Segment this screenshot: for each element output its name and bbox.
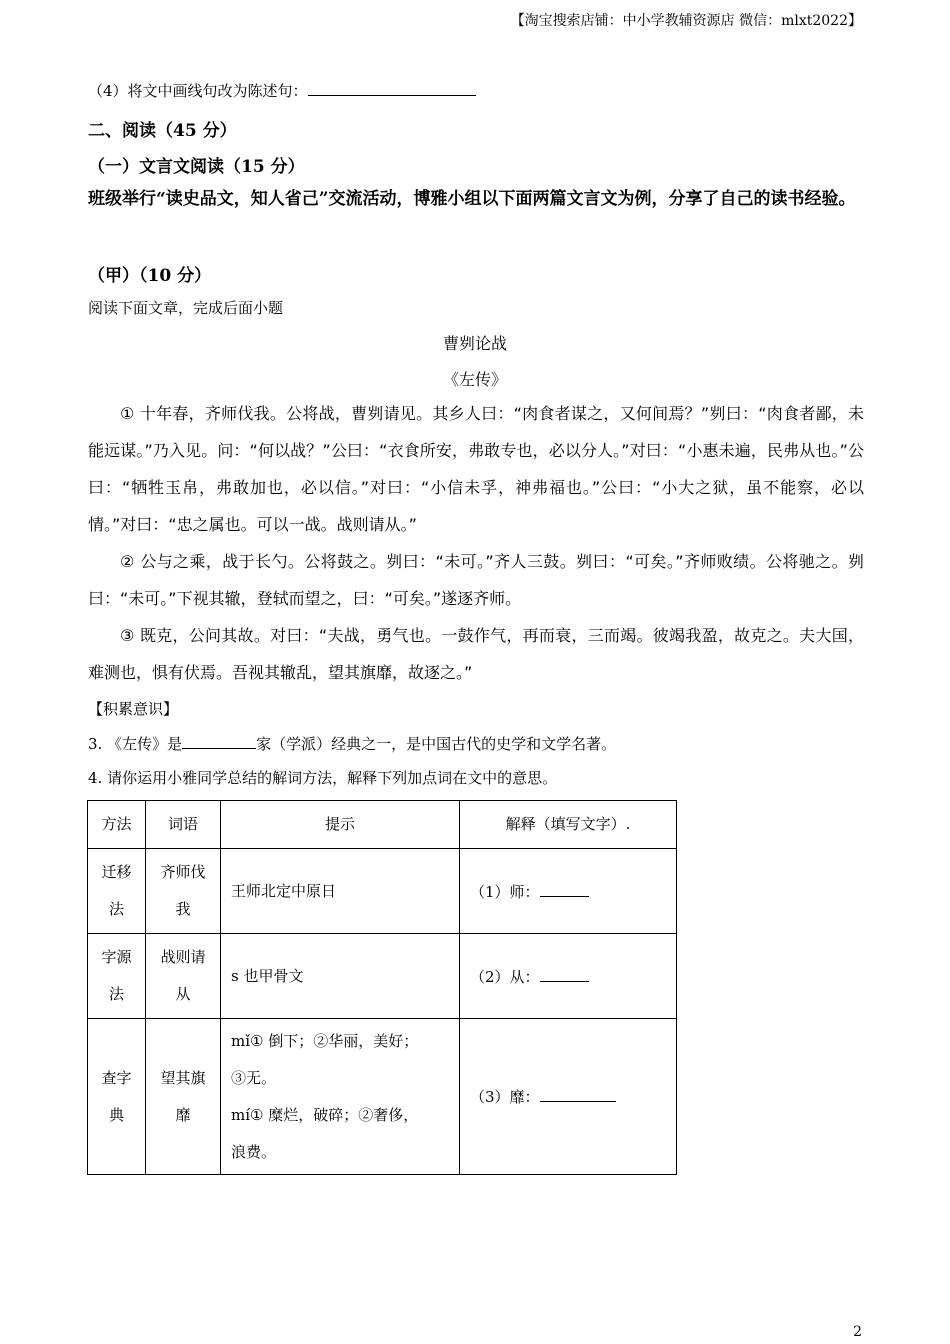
header-cell: 解释（填写文字）. xyxy=(460,801,677,849)
article-paragraph: ③ 既克，公问其故。对曰：“夫战，勇气也。一鼓作气，再而衰，三而竭。彼竭我盈，故克之。夫大国，难测也，惧有伏焉。吾视其辙乱，望其旗靡，故逐之。” xyxy=(88,626,864,682)
hint-cell: 王师北定中原日 xyxy=(221,849,460,934)
page-header: 【淘宝搜索店铺：中小学教辅资源店 微信：mlxt2022】 xyxy=(510,13,862,29)
article-title: 曹刿论战 xyxy=(442,334,507,353)
section-title: 二、阅读（45 分） xyxy=(88,121,237,141)
method-cell: 迁移法 xyxy=(88,849,146,934)
hint-cell: mǐ① 倒下；②华丽，美好； ③无。 mí① 糜烂，破碎；②奢侈， 浪费。 xyxy=(221,1019,460,1175)
article-source: 《左传》 xyxy=(442,370,507,389)
article-paragraph: ② 公与之乘，战于长勺。公将鼓之。刿曰：“未可。”齐人三鼓。刿曰：“可矣。”齐师败绩。公将驰之。刿曰：“未可。”下视其辙，登轼而望之，曰：“可矣。”遂逐齐师。 xyxy=(88,552,864,608)
header-cell: 提示 xyxy=(221,801,460,849)
article-body xyxy=(88,395,864,691)
answer-cell: （2）从： xyxy=(460,934,677,1019)
question-3 xyxy=(88,733,616,754)
answer-cell: （3）靡： xyxy=(460,1019,677,1175)
table-row xyxy=(88,1019,677,1175)
header-cell: 词语 xyxy=(146,801,221,849)
word-cell: 战则请从 xyxy=(146,934,221,1019)
accumulation-heading: 【积累意识】 xyxy=(88,700,179,718)
article-paragraph: ① 十年春，齐师伐我。公将战，曹刿请见。其乡人曰：“肉食者谋之，又何间焉？”刿曰：“肉食者鄙，未能远谋。”乃入见。问：“何以战？”公曰：“衣食所安，弗敢专也，必以分人。”对曰：“小惠未遍，民弗从也。”公曰：“牺牲玉帛，弗敢加也，必以信。”对曰：“小信未孚，神弗福也。”公曰：“小大之狱，虽不能察，必以情。”对曰：“忠之属也。可以一战。战则请从。” xyxy=(88,404,864,534)
method-cell: 查字典 xyxy=(88,1019,146,1175)
answer-blank[interactable] xyxy=(182,733,256,749)
answer-blank[interactable] xyxy=(540,881,589,897)
subsection-title: （一）文言文阅读（15 分） xyxy=(88,157,305,177)
question-3-prefix: 3. 《左传》是 xyxy=(88,735,183,753)
table-header-row xyxy=(88,801,677,849)
vocabulary-table xyxy=(87,800,677,1175)
table-row xyxy=(88,849,677,934)
answer-cell: （1）师： xyxy=(460,849,677,934)
activity-intro: 班级举行“读史品文，知人省己”交流活动，博雅小组以下面两篇文言文为例，分享了自己的读书经验。 xyxy=(88,189,856,209)
rewrite-question-label: （4）将文中画线句改为陈述句： xyxy=(88,82,308,100)
answer-blank[interactable] xyxy=(540,966,589,982)
part-title: （甲）（10 分） xyxy=(88,266,212,286)
header-cell: 方法 xyxy=(88,801,146,849)
word-cell: 望其旗靡 xyxy=(146,1019,221,1175)
reading-instruction: 阅读下面文章，完成后面小题 xyxy=(88,299,284,317)
page-number: 2 xyxy=(853,1324,862,1340)
question-4: 4. 请你运用小雅同学总结的解词方法，解释下列加点词在文中的意思。 xyxy=(88,769,558,787)
hint-cell: s 也甲骨文 xyxy=(221,934,460,1019)
method-cell: 字源法 xyxy=(88,934,146,1019)
answer-blank[interactable] xyxy=(540,1086,616,1102)
word-cell: 齐师伐我 xyxy=(146,849,221,934)
rewrite-question xyxy=(88,80,476,101)
answer-blank[interactable] xyxy=(308,80,476,96)
table-row xyxy=(88,934,677,1019)
question-3-suffix: 家（学派）经典之一，是中国古代的史学和文学名著。 xyxy=(256,735,617,753)
